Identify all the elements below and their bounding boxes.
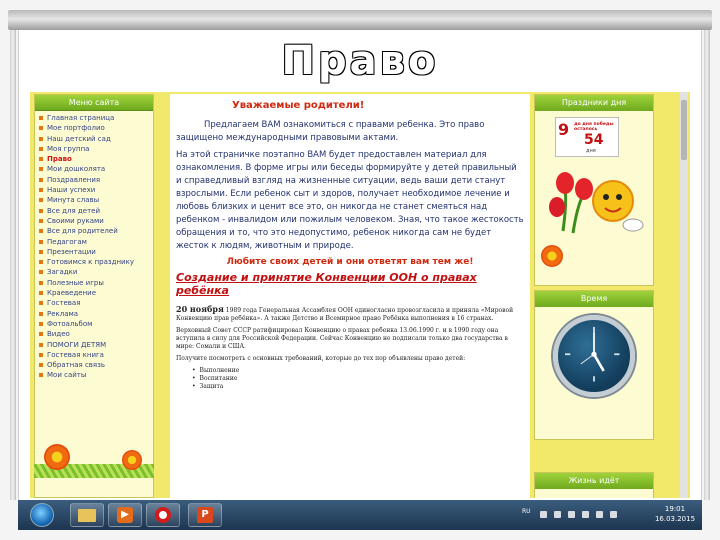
site-menu-item-label: ПОМОГИ ДЕТЯМ <box>47 340 107 349</box>
holiday-widget-title: Праздники дня <box>535 95 653 111</box>
network-icon[interactable] <box>610 511 617 518</box>
rights-list-item: • Воспитание <box>192 375 524 383</box>
weather-widget-title: Жизнь идёт <box>535 473 653 489</box>
menu-bullet-icon <box>39 260 43 264</box>
menu-bullet-icon <box>39 332 43 336</box>
site-menu-item-label: Наш детский сад <box>47 134 111 143</box>
tray-icon[interactable] <box>582 511 589 518</box>
site-menu-item-label: Право <box>47 155 72 164</box>
tray-icon[interactable] <box>568 511 575 518</box>
menu-bullet-icon <box>39 229 43 233</box>
site-menu-item[interactable] <box>39 288 151 298</box>
menu-bullet-icon <box>39 353 43 357</box>
media-player-taskbar-button[interactable] <box>108 503 142 527</box>
flower-icon <box>44 444 70 470</box>
site-menu-item-label: Мои дошколята <box>47 165 106 174</box>
site-menu-item-label: Обратная связь <box>47 361 105 370</box>
site-menu-item-label: Краеведение <box>47 289 97 298</box>
media-player-icon: ▶ <box>117 507 133 523</box>
site-menu-item-label: Гостевая <box>47 299 81 308</box>
site-menu-item[interactable] <box>39 175 151 185</box>
menu-bullet-icon <box>39 373 43 377</box>
site-menu-item[interactable] <box>39 360 151 370</box>
menu-bullet-icon <box>39 301 43 305</box>
menu-bullet-icon <box>39 167 43 171</box>
windows-taskbar <box>18 500 702 530</box>
site-menu-item-label: Моя группа <box>47 144 90 153</box>
convention-link[interactable]: Создание и принятие Конвенции ООН о правах ребёнка <box>176 271 477 297</box>
site-menu-item-label: Фотоальбом <box>47 319 93 328</box>
site-menu-item-label: Поздравления <box>47 175 101 184</box>
windows-orb-icon[interactable] <box>30 503 54 527</box>
slide-title: Право <box>281 38 439 84</box>
language-indicator[interactable]: RU <box>522 508 531 515</box>
site-menu-item[interactable] <box>39 237 151 247</box>
menu-bullet-icon <box>39 343 43 347</box>
site-menu-item[interactable] <box>39 226 151 236</box>
taskbar-date: 16.03.2015 <box>654 515 696 523</box>
menu-bullet-icon <box>39 291 43 295</box>
site-menu-item[interactable] <box>39 185 151 195</box>
menu-bullet-icon <box>39 219 43 223</box>
menu-bullet-icon <box>39 198 43 202</box>
clock-widget-title: Время <box>535 291 653 307</box>
site-menu-item-label: Все для детей <box>47 206 101 215</box>
powerpoint-taskbar-button[interactable] <box>188 503 222 527</box>
menu-bullet-icon <box>39 188 43 192</box>
site-menu-item[interactable] <box>39 164 151 174</box>
badge-digit: 9 <box>558 120 570 139</box>
site-menu-item-label: Мои сайты <box>47 371 87 380</box>
site-menu-list <box>35 111 153 381</box>
menu-bullet-icon <box>39 322 43 326</box>
convention-date-text <box>176 305 524 323</box>
site-menu-item[interactable] <box>39 370 151 380</box>
site-menu-item[interactable] <box>39 247 151 257</box>
site-menu-item-label: Готовимся к празднику <box>47 258 134 267</box>
site-menu-item[interactable] <box>39 134 151 144</box>
menu-bullet-icon <box>39 126 43 130</box>
site-menu-item-label: Гостевая книга <box>47 350 104 359</box>
site-menu-title: Меню сайта <box>35 95 153 111</box>
site-menu-item[interactable] <box>39 278 151 288</box>
slogan-text: Любите своих детей и они ответят вам тем же! <box>226 257 474 267</box>
weather-widget <box>534 472 654 498</box>
right-sidebar <box>534 94 654 498</box>
system-tray <box>518 508 628 522</box>
website-page <box>30 92 690 498</box>
site-menu-item-label: Полезные игры <box>47 278 104 287</box>
menu-bullet-icon <box>39 116 43 120</box>
ratification-text: Верховный Совет СССР ратифицировал Конвенцию о правах ребенка 13.06.1990 г. и в 1990 году она вступила в силу для Российской Федерации. Сейчас Конвенцию не подписали только два государства в мире: Сомали и США. <box>176 327 508 350</box>
badge-unit: дня <box>586 148 596 154</box>
proposal-text: Получите посмотреть с основных требований, которые до тех пор объявлены право детей: <box>176 355 466 362</box>
projector-screen-left-edge <box>10 30 16 500</box>
site-menu-panel <box>34 94 154 498</box>
site-menu-item-label: Загадки <box>47 268 78 277</box>
site-menu-item[interactable] <box>39 144 151 154</box>
intro-paragraph: Предлагаем ВАМ ознакомиться с правами ребенка. Это право защищено международными правовыми актами. <box>176 120 485 143</box>
tray-icon[interactable] <box>540 511 547 518</box>
main-content <box>170 94 530 498</box>
site-menu-item[interactable] <box>39 216 151 226</box>
site-menu-item-label: Все для родителей <box>47 227 118 236</box>
badge-caption: до дня победы осталось <box>574 122 614 132</box>
taskbar-time: 19:01 <box>664 505 686 513</box>
site-menu-item-label: Главная страница <box>47 114 115 122</box>
menu-bullet-icon <box>39 250 43 254</box>
greeting-heading: Уважаемые родители! <box>232 100 365 111</box>
menu-bullet-icon <box>39 178 43 182</box>
rights-list-item: • Выполнение <box>192 367 524 375</box>
site-menu-item[interactable] <box>39 195 151 205</box>
site-menu-item-label: Презентации <box>47 247 96 256</box>
site-menu-item[interactable] <box>39 206 151 216</box>
menu-bullet-icon <box>39 209 43 213</box>
site-menu-item-label: Видео <box>47 330 70 339</box>
badge-number: 54 <box>584 132 604 148</box>
volume-icon[interactable] <box>596 511 603 518</box>
powerpoint-icon: P <box>197 507 213 523</box>
flower-icon <box>541 245 563 267</box>
clock-widget <box>534 290 654 440</box>
site-menu-item[interactable] <box>39 267 151 277</box>
flower-icon <box>122 450 142 470</box>
menu-bullet-icon <box>39 157 43 161</box>
convention-date-lead: 20 ноября <box>176 304 224 314</box>
info-paragraph: На этой страничке поэтапно ВАМ будет предоставлен материал для ознакомления. В форме игры или беседы формируйте у детей правильный и справедливый взгляд на жизненные ситуации, ведь ваши дети станут взрослыми. Если ребенок сыт и здоров, получает необходимое лечение и любовь близких и ценит все это, он никогда не станет смеяться над ребенком - инвалидом или пожилым человеком. Зная, что такое жестокость обращения и то, что это недопустимо, ребенок никогда сам не будет жесток к людям, животным и природе. <box>176 150 524 251</box>
projector-screen-bar <box>8 10 712 30</box>
site-menu-item[interactable] <box>39 123 151 133</box>
site-menu-item-label: Мое портфолио <box>47 124 105 133</box>
site-menu-item[interactable] <box>39 113 151 123</box>
rights-list <box>176 367 524 391</box>
site-menu-item[interactable] <box>39 154 151 164</box>
taskbar-clock[interactable] <box>652 504 698 524</box>
sun-with-tulips-icon <box>543 161 647 241</box>
site-menu-item[interactable] <box>39 329 151 339</box>
site-menu-item[interactable] <box>39 319 151 329</box>
menu-bullet-icon <box>39 240 43 244</box>
menu-bullet-icon <box>39 137 43 141</box>
holiday-widget <box>534 94 654 286</box>
site-menu-item[interactable] <box>39 298 151 308</box>
site-menu-item-label: Минута славы <box>47 196 100 205</box>
folder-icon <box>78 509 96 522</box>
site-menu-item-label: Своими руками <box>47 216 104 225</box>
site-menu-item[interactable] <box>39 309 151 319</box>
tray-icon[interactable] <box>554 511 561 518</box>
site-menu-item[interactable] <box>39 340 151 350</box>
projector-screen-right-edge <box>704 30 710 500</box>
site-menu-item[interactable] <box>39 350 151 360</box>
opera-taskbar-button[interactable] <box>146 503 180 527</box>
opera-browser-icon <box>155 507 171 523</box>
menu-bullet-icon <box>39 281 43 285</box>
convention-date-body: 1989 года Генеральная Ассамблея ООН единогласно провозгласила и приняла «Мировой Конвенцию прав ребёнка». А также Детство и Всемирное право Ребёнка выполнения в 16 странах. <box>176 307 514 322</box>
explorer-taskbar-button[interactable] <box>70 503 104 527</box>
menu-bullet-icon <box>39 312 43 316</box>
site-menu-item-label: Реклама <box>47 309 79 318</box>
rights-list-item: • Защита <box>192 383 524 391</box>
site-menu-item[interactable] <box>39 257 151 267</box>
page-scrollbar-thumb[interactable] <box>681 100 687 160</box>
site-menu-item-label: Наши успехи <box>47 186 96 195</box>
victory-countdown-badge[interactable] <box>555 117 619 157</box>
menu-bullet-icon <box>39 147 43 151</box>
site-menu-item-label: Педагогам <box>47 237 87 246</box>
menu-bullet-icon <box>39 270 43 274</box>
menu-bullet-icon <box>39 363 43 367</box>
analog-clock-icon <box>553 315 635 397</box>
